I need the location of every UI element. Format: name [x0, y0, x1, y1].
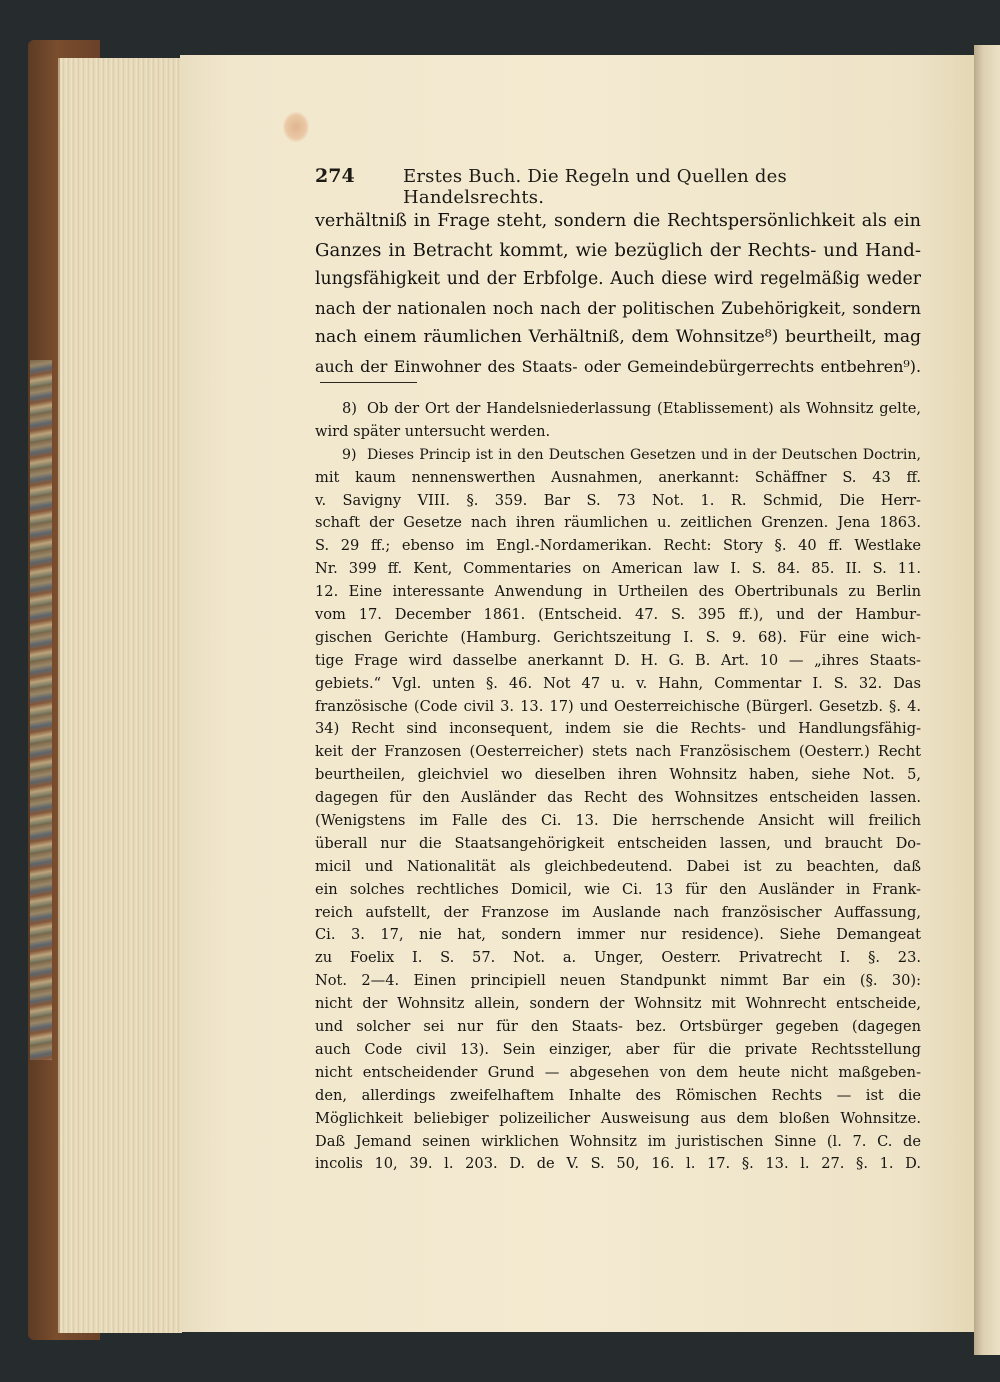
footnote-line: Not. 2—4. Einen principiell neuen Standpunkt nimmt Bar ein (§. 30):: [315, 972, 921, 990]
footnote-line: 34) Recht sind inconsequent, indem sie die Rechts- und Handlungsfähig-: [315, 720, 921, 738]
footnote-line: zu Foelix I. S. 57. Not. a. Unger, Oesterr. Privatrecht I. §. 23.: [315, 949, 921, 967]
footnote-line: ein solches rechtliches Domicil, wie Ci. 13 für den Ausländer in Frank-: [315, 880, 921, 898]
footnote-line: reich aufstellt, der Franzose im Auslande nach französischer Auffassung,: [315, 903, 921, 921]
footnote-line: [315, 398, 921, 421]
footnote-line: S. 29 ff.; ebenso im Engl.-Nordamerikan. Recht: Story §. 40 ff. Westlake: [315, 537, 921, 555]
footnotes: [315, 398, 921, 1176]
footnote-line: beurtheilen, gleichviel wo dieselben ihren Wohnsitz haben, siehe Not. 5,: [315, 766, 921, 784]
footnote-line: v. Savigny VIII. §. 359. Bar S. 73 Not. 1. R. Schmid, Die Herr-: [315, 491, 921, 509]
footnote-line: Ci. 3. 17, nie hat, sondern immer nur residence). Siehe Demangeat: [315, 926, 921, 944]
facing-page-edge: [974, 45, 1000, 1355]
body-line: auch der Einwohner des Staats- oder Gemeindebürgerrechts entbehren⁹).: [315, 357, 921, 376]
footnote-line: schaft der Gesetze nach ihren räumlichen u. zeitlichen Grenzen. Jena 1863.: [315, 514, 921, 532]
footnote-line: Nr. 399 ff. Kent, Commentaries on American law I. S. 84. 85. II. S. 11.: [315, 560, 921, 578]
body-line: Ganzes in Betracht kommt, wie bezüglich der Rechts- und Hand-: [315, 240, 921, 261]
body-line: verhältniß in Frage steht, sondern die Rechtspersönlichkeit als ein: [315, 211, 921, 231]
footnote-line: überall nur die Staatsangehörigkeit entscheiden lassen, und braucht Do-: [315, 834, 921, 852]
footnote-line: micil und Nationalität als gleichbedeutend. Dabei ist zu beachten, daß: [315, 857, 921, 875]
footnote-line: tige Frage wird dasselbe anerkannt D. H. G. B. Art. 10 — „ihres Staats-: [315, 651, 921, 669]
footnote-marker: 9): [342, 446, 357, 463]
footnote-text: Dieses Princip ist in den Deutschen Gesetzen und in der Deutschen Doctrin,: [367, 446, 921, 463]
footnote-marker: 8): [342, 400, 357, 417]
footnote-line: gischen Gerichte (Hamburg. Gerichtszeitung I. S. 9. 68). Für eine wich-: [315, 628, 921, 646]
main-text: [315, 207, 921, 381]
footnote-line: [315, 444, 921, 467]
footnote-line: Möglichkeit beliebiger polizeilicher Ausweisung aus dem bloßen Wohnsitze.: [315, 1109, 921, 1127]
footnote-line: wird später untersucht werden.: [315, 422, 551, 440]
footnote-line: französische (Code civil 3. 13. 17) und Oesterreichische (Bürgerl. Gesetzb. §. 4.: [315, 697, 921, 715]
footnote-line: vom 17. December 1861. (Entscheid. 47. S. 395 ff.), und der Hambur-: [315, 606, 921, 624]
paper-stain: [283, 112, 309, 142]
page-header: [315, 165, 921, 208]
footnote-line: mit kaum nennenswerthen Ausnahmen, anerkannt: Schäffner S. 43 ff.: [315, 468, 921, 486]
body-line: lungsfähigkeit und der Erbfolge. Auch diese wird regelmäßig weder: [315, 269, 921, 289]
footnote-line: (Wenigstens im Falle des Ci. 13. Die herrschende Ansicht will freilich: [315, 812, 921, 830]
body-line: nach einem räumlichen Verhältniß, dem Wohnsitze⁸) beurtheilt, mag: [315, 327, 921, 347]
running-head: Erstes Buch. Die Regeln und Quellen des Handelsrechts.: [403, 166, 787, 208]
footnote-line: und solcher sei nur für den Staats- bez. Ortsbürger gegeben (dagegen: [315, 1018, 921, 1036]
footnote-line: nicht der Wohnsitz allein, sondern der Wohnsitz mit Wohnrecht entscheide,: [315, 995, 921, 1013]
footnote-line: Daß Jemand seinen wirklichen Wohnsitz im juristischen Sinne (l. 7. C. de: [315, 1132, 921, 1150]
footnote-line: dagegen für den Ausländer das Recht des Wohnsitzes entscheiden lassen.: [315, 789, 921, 807]
footnote-line: incolis 10, 39. l. 203. D. de V. S. 50, 16. l. 17. §. 13. l. 27. §. 1. D.: [315, 1155, 921, 1173]
footnote-rule: [320, 382, 417, 383]
footnote-line: nicht entscheidender Grund — abgesehen von dem heute nicht maßgeben-: [315, 1063, 921, 1081]
marbled-edge: [30, 360, 52, 1060]
page-number: 274: [315, 165, 355, 187]
footnote-line: keit der Franzosen (Oesterreicher) stets nach Französischem (Oesterr.) Recht: [315, 743, 921, 761]
body-line: nach der nationalen noch nach der politischen Zubehörigkeit, sondern: [315, 299, 921, 318]
footnote-line: gebiets.“ Vgl. unten §. 46. Not 47 u. v. Hahn, Commentar I. S. 32. Das: [315, 674, 921, 692]
footnote-line: auch Code civil 13). Sein einziger, aber für die private Rechtsstellung: [315, 1040, 921, 1058]
footnote-line: den, allerdings zweifelhaftem Inhalte des Römischen Rechts — ist die: [315, 1086, 921, 1104]
footnote-line: 12. Eine interessante Anwendung in Urtheilen des Obertribunals zu Berlin: [315, 583, 921, 601]
footnote-text: Ob der Ort der Handelsniederlassung (Etablissement) als Wohnsitz gelte,: [367, 400, 921, 417]
page-edges: [58, 58, 182, 1333]
